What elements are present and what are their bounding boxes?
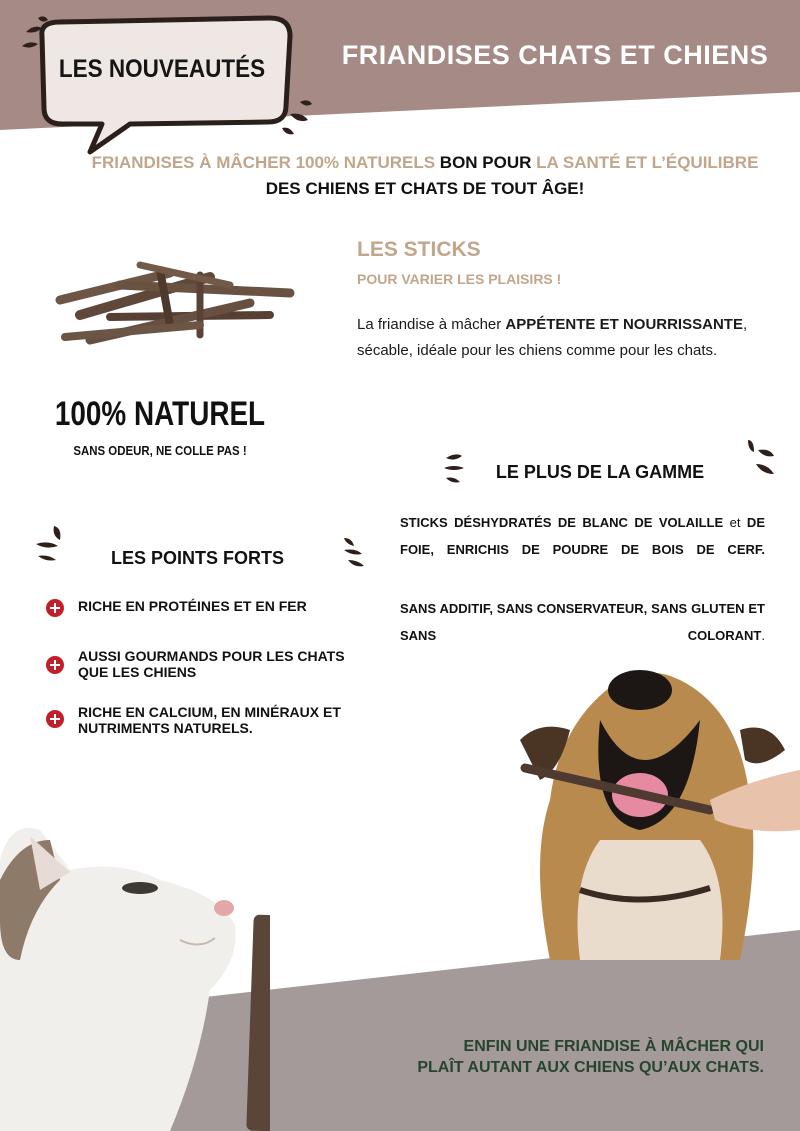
footer-line-1: ENFIN UNE FRIANDISE À MÂCHER QUI xyxy=(463,1038,764,1055)
range-plus-title: LE PLUS DE LA GAMME xyxy=(495,462,705,482)
range-plus-p1-a: STICKS DÉSHYDRATÉS DE BLANC DE VOLAILLE xyxy=(400,515,730,530)
range-plus-p2-end: . xyxy=(761,628,765,643)
strength-item-text: RICHE EN CALCIUM, EN MINÉRAUX ET NUTRIMENTS NATURELS. xyxy=(78,704,341,736)
intro-part-1: FRIANDISES À MÂCHER 100% NATURELS xyxy=(91,153,436,172)
intro-part-4: DES CHIENS ET CHATS DE TOUT ÂGE! xyxy=(265,179,585,198)
footer-tagline xyxy=(330,1036,764,1078)
sticks-product-image xyxy=(50,255,300,355)
sticks-desc-start: La friandise à mâcher xyxy=(357,316,506,333)
range-plus-paragraph-1 xyxy=(400,509,765,563)
strength-item-text: AUSSI GOURMANDS POUR LES CHATS QUE LES CHIENS xyxy=(78,648,345,680)
page-title: FRIANDISES CHATS ET CHIENS xyxy=(341,40,769,70)
sticks-desc-bold: APPÉTENTE ET NOURRISSANTE xyxy=(505,316,743,333)
footer-line-2: PLAÎT AUTANT AUX CHIENS QU’AUX CHATS. xyxy=(417,1059,764,1076)
plus-icon xyxy=(46,710,64,728)
sticks-subtitle: POUR VARIER LES PLAISIRS ! xyxy=(357,271,562,287)
range-plus-p1-b: et xyxy=(729,515,741,530)
strengths-title: LES POINTS FORTS xyxy=(110,548,284,568)
range-plus-paragraph-2 xyxy=(400,595,765,649)
cat-photo xyxy=(0,800,270,1131)
plus-icon xyxy=(46,656,64,674)
strength-item xyxy=(46,704,376,740)
sticks-desc-end: , sécable, idéale pour les chiens comme pour les chats. xyxy=(357,316,748,359)
speech-bubble-icon xyxy=(20,14,320,164)
plus-icon xyxy=(46,599,64,617)
strength-item-text: RICHE EN PROTÉINES ET EN FER xyxy=(78,598,307,614)
range-plus-p1-c: DE FOIE, ENRICHIS DE POUDRE DE BOIS DE CERF. xyxy=(400,515,765,557)
dog-photo xyxy=(510,660,800,960)
range-plus-p2: SANS ADDITIF, SANS CONSERVATEUR, SANS GLUTEN ET SANS COLORANT xyxy=(400,601,765,643)
strength-item xyxy=(46,598,376,618)
splash-points-left-icon xyxy=(32,524,72,564)
intro-part-3: LA SANTÉ ET L’ÉQUILIBRE xyxy=(536,153,759,172)
splash-right-icon xyxy=(740,438,780,478)
natural-heading: 100% NATUREL xyxy=(54,395,266,433)
strength-item xyxy=(46,648,376,684)
intro-text xyxy=(90,150,760,202)
new-products-badge: LES NOUVEAUTÉS xyxy=(58,55,266,83)
natural-subheading: SANS ODEUR, NE COLLE PAS ! xyxy=(73,443,247,458)
sticks-title: LES STICKS xyxy=(357,238,481,261)
splash-points-right-icon xyxy=(340,534,380,574)
sticks-description xyxy=(357,312,777,364)
intro-part-2: BON POUR xyxy=(435,153,537,172)
